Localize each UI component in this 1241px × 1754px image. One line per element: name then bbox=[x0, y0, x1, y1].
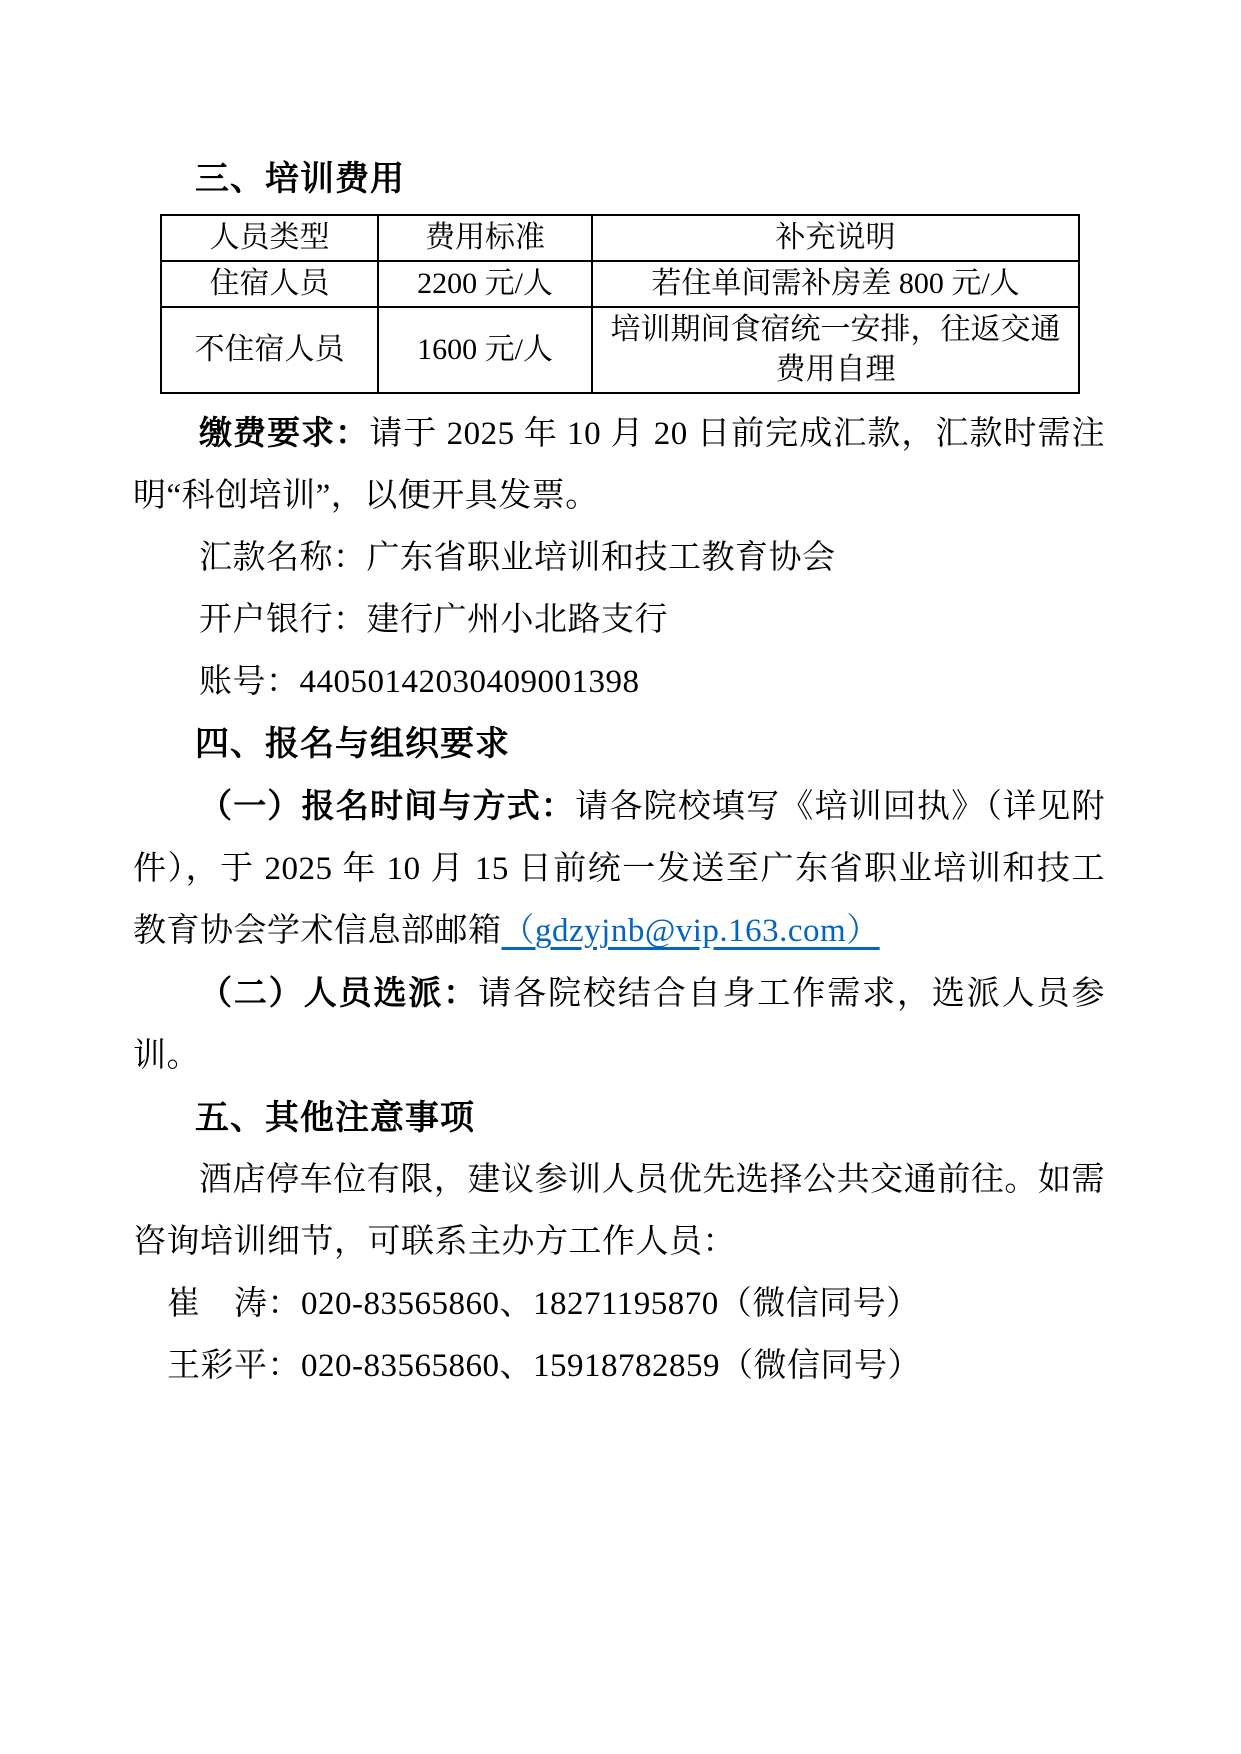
fees-col-header-person-type: 人员类型 bbox=[161, 215, 378, 261]
fees-table bbox=[160, 214, 1080, 394]
personnel-selection-label: （二）人员选派： bbox=[199, 974, 479, 1011]
signup-time-para bbox=[133, 775, 1105, 962]
personnel-selection-text: 请各院校结合自身工作需求，选派人员参训。 bbox=[133, 976, 1106, 1074]
section-heading-signup: 四、报名与组织要求 bbox=[195, 725, 510, 763]
cell-person-type: 不住宿人员 bbox=[161, 307, 378, 393]
account-number-line: 账号：44050142030409001398 bbox=[199, 664, 640, 700]
email-link[interactable]: （gdzyjnb@vip.163.com） bbox=[501, 913, 880, 949]
table-row-lodging bbox=[161, 261, 1079, 307]
section-heading-notes: 五、其他注意事项 bbox=[195, 1099, 475, 1137]
personnel-selection-para bbox=[133, 962, 1105, 1087]
notes-para: 酒店停车位有限，建议参训人员优先选择公共交通前往。如需咨询培训细节，可联系主办方工作人员： bbox=[133, 1162, 1105, 1260]
payment-requirements-text: 请于 2025 年 10 月 20 日前完成汇款，汇款时需注明“科创培训”，以便开具发票。 bbox=[133, 416, 1106, 514]
cell-person-type: 住宿人员 bbox=[161, 261, 378, 307]
payment-requirements-para bbox=[133, 402, 1105, 527]
fees-col-header-notes: 补充说明 bbox=[592, 215, 1079, 261]
signup-time-text: 请各院校填写《培训回执》（详见附件），于 2025 年 10 月 15 日前统一发送至广东省职业培训和技工教育协会学术信息部邮箱 bbox=[133, 789, 1106, 949]
contact-line-wangcaiping: 王彩平：020-83565860、15918782859（微信同号） bbox=[167, 1348, 921, 1384]
signup-time-label: （一）报名时间与方式： bbox=[199, 787, 576, 824]
cell-note: 若住单间需补房差 800 元/人 bbox=[592, 261, 1079, 307]
fees-table-header-row bbox=[161, 215, 1079, 261]
cell-fee: 1600 元/人 bbox=[378, 307, 592, 393]
contact-line-cuitao: 崔 涛：020-83565860、18271195870（微信同号） bbox=[167, 1286, 920, 1322]
table-row-no-lodging bbox=[161, 307, 1079, 393]
remit-name-line: 汇款名称：广东省职业培训和技工教育协会 bbox=[199, 540, 836, 576]
fees-col-header-fee-standard: 费用标准 bbox=[378, 215, 592, 261]
payment-requirements-label: 缴费要求： bbox=[199, 414, 370, 451]
cell-note: 培训期间食宿统一安排，往返交通费用自理 bbox=[592, 307, 1079, 393]
section-heading-fees: 三、培训费用 bbox=[195, 160, 405, 198]
cell-fee: 2200 元/人 bbox=[378, 261, 592, 307]
bank-line: 开户银行：建行广州小北路支行 bbox=[199, 602, 668, 638]
